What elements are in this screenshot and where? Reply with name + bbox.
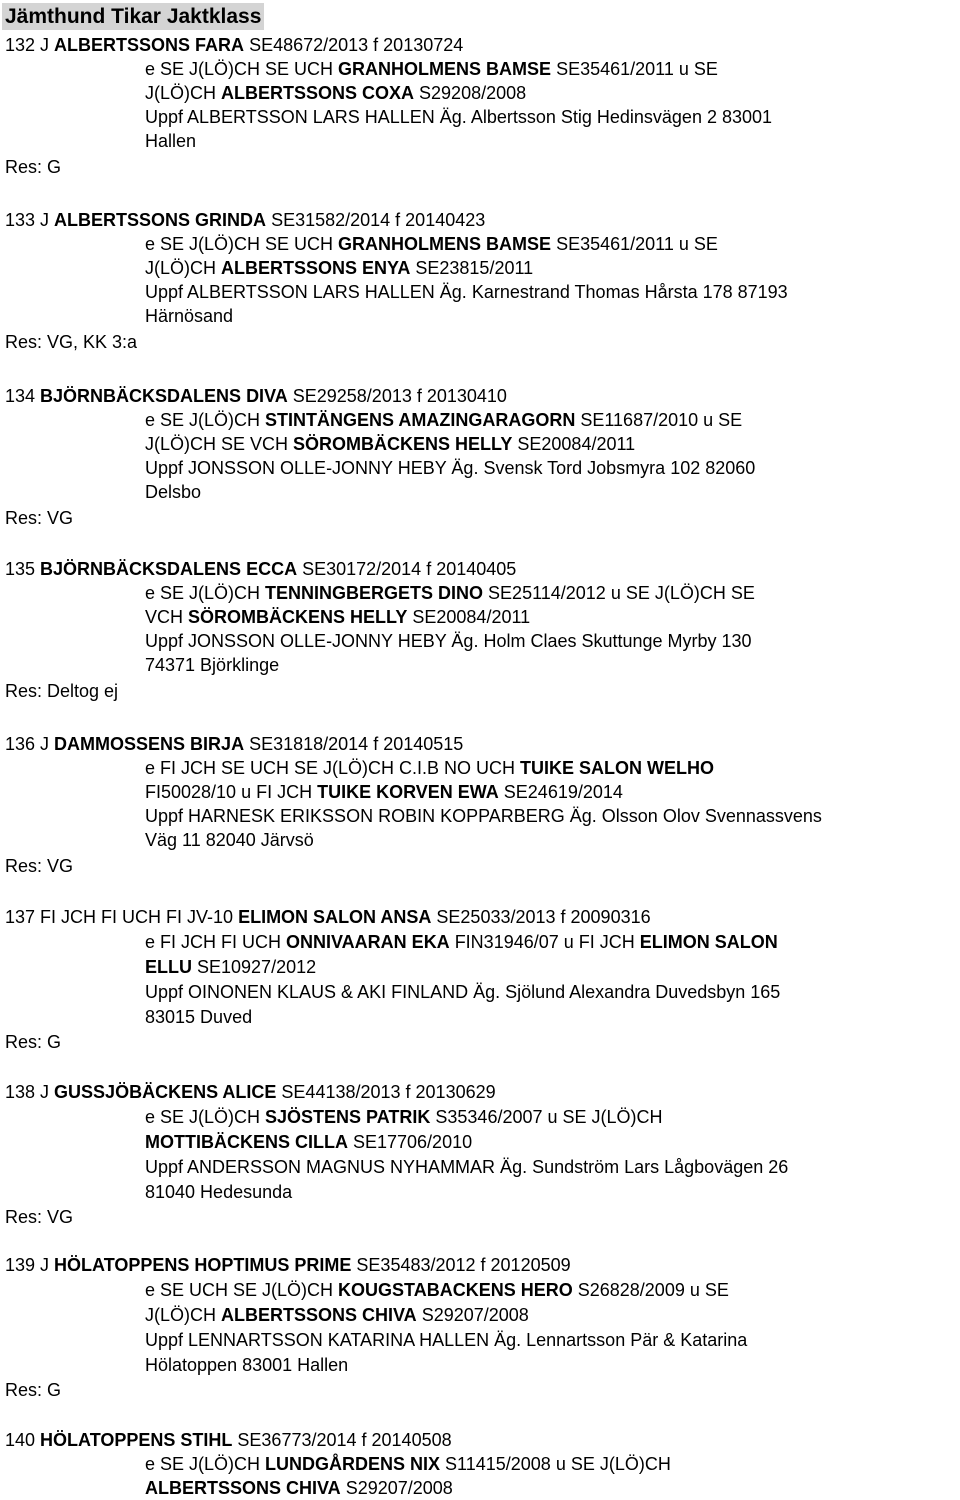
entry-header-line <box>5 384 507 408</box>
sire-line: e SE J(LÖ)CH SE UCH GRANHOLMENS BAMSE SE35461/2011 u SE <box>145 59 718 79</box>
sire-name: KOUGSTABACKENS HERO <box>338 1280 573 1300</box>
breeder-owner-line: Uppf HARNESK ERIKSSON ROBIN KOPPARBERG Äg. Olsson Olov Svennassvens <box>145 806 822 826</box>
sire-name: LUNDGÅRDENS NIX <box>265 1454 441 1474</box>
sire-line: e FI JCH SE UCH SE J(LÖ)CH C.I.B NO UCH TUIKE SALON WELHO <box>145 758 715 778</box>
owner-address-line: Delsbo <box>145 482 202 502</box>
owner-address-line: 83015 Duved <box>145 1007 253 1027</box>
registration-info: SE35483/2012 f 20120509 <box>351 1255 571 1275</box>
owner-address-line: 81040 Hedesunda <box>145 1182 293 1202</box>
catalog-number: 136 J <box>5 734 55 754</box>
registration-info: SE48672/2013 f 20130724 <box>244 35 464 55</box>
entry-header-line <box>5 1428 452 1452</box>
dam-name: ELLU <box>145 957 192 977</box>
dam-name: SÖROMBÄCKENS HELLY <box>293 434 513 454</box>
breeder-owner-line: Uppf ALBERTSSON LARS HALLEN Äg. Albertsson Stig Hedinsvägen 2 83001 <box>145 107 773 127</box>
entry-header-line <box>5 33 463 57</box>
breeder-owner-line: Uppf OINONEN KLAUS & AKI FINLAND Äg. Sjölund Alexandra Duvedsbyn 165 <box>145 982 781 1002</box>
breeder-owner-line: Uppf ALBERTSSON LARS HALLEN Äg. Karnestrand Thomas Hårsta 178 87193 <box>145 282 788 302</box>
sire-line: e SE J(LÖ)CH LUNDGÅRDENS NIX S11415/2008 u SE J(LÖ)CH <box>145 1454 671 1474</box>
sire-line: e SE J(LÖ)CH STINTÄNGENS AMAZINGARAGORN SE11687/2010 u SE <box>145 410 743 430</box>
catalog-number: 139 J <box>5 1255 55 1275</box>
dam-line: ALBERTSSONS CHIVA S29207/2008 <box>145 1478 453 1498</box>
dam-name: ALBERTSSONS CHIVA <box>221 1305 417 1325</box>
sire-line: e SE J(LÖ)CH SE UCH GRANHOLMENS BAMSE SE35461/2011 u SE <box>145 234 718 254</box>
result-line: Res: VG <box>5 1207 74 1227</box>
dog-name: BJÖRNBÄCKSDALENS DIVA <box>40 386 288 406</box>
registration-info: SE36773/2014 f 20140508 <box>232 1430 452 1450</box>
breeder-owner-line: Uppf ANDERSSON MAGNUS NYHAMMAR Äg. Sundström Lars Lågbovägen 26 <box>145 1157 789 1177</box>
result-line: Res: G <box>5 157 62 177</box>
sire-line: e SE J(LÖ)CH SJÖSTENS PATRIK S35346/2007 u SE J(LÖ)CH <box>145 1107 663 1127</box>
catalog-number: 134 <box>5 386 41 406</box>
dam-line: MOTTIBÄCKENS CILLA SE17706/2010 <box>145 1132 473 1152</box>
dog-name: HÖLATOPPENS HOPTIMUS PRIME <box>54 1255 352 1275</box>
result-line: Res: VG <box>5 856 74 876</box>
result-line: Res: G <box>5 1380 62 1400</box>
dog-name: ELIMON SALON ANSA <box>238 907 432 927</box>
dog-name: ALBERTSSONS GRINDA <box>54 210 267 230</box>
dam-name: SÖROMBÄCKENS HELLY <box>188 607 408 627</box>
sire-name: STINTÄNGENS AMAZINGARAGORN <box>265 410 576 430</box>
result-line: Res: G <box>5 1032 62 1052</box>
result-line: Res: VG <box>5 508 74 528</box>
owner-address-line: 74371 Björklinge <box>145 655 280 675</box>
entry-header-line <box>5 1253 571 1277</box>
result-line: Res: Deltog ej <box>5 681 119 701</box>
entry-header-line <box>5 905 651 929</box>
dog-name: DAMMOSSENS BIRJA <box>54 734 245 754</box>
dam-line: FI50028/10 u FI JCH TUIKE KORVEN EWA SE24619/2014 <box>145 782 623 802</box>
dam-name: ALBERTSSONS COXA <box>221 83 415 103</box>
owner-address-line: Hölatoppen 83001 Hallen <box>145 1355 349 1375</box>
registration-info: SE25033/2013 f 20090316 <box>431 907 651 927</box>
owner-address-line: Hallen <box>145 131 197 151</box>
dam-name: ALBERTSSONS ENYA <box>221 258 411 278</box>
breeder-owner-line: Uppf JONSSON OLLE-JONNY HEBY Äg. Holm Claes Skuttunge Myrby 130 <box>145 631 752 651</box>
owner-address-line: Väg 11 82040 Järvsö <box>145 830 314 850</box>
entry-header-line <box>5 732 463 756</box>
catalog-number: 135 <box>5 559 41 579</box>
dam-name: ALBERTSSONS CHIVA <box>145 1478 341 1498</box>
catalog-number: 133 J <box>5 210 55 230</box>
entry-header-line <box>5 557 516 581</box>
breeder-owner-line: Uppf JONSSON OLLE-JONNY HEBY Äg. Svensk Tord Jobsmyra 102 82060 <box>145 458 756 478</box>
catalog-number: 137 FI JCH FI UCH FI JV-10 <box>5 907 239 927</box>
dam-name: MOTTIBÄCKENS CILLA <box>145 1132 348 1152</box>
catalog-number: 132 J <box>5 35 55 55</box>
dam-line: J(LÖ)CH ALBERTSSONS ENYA SE23815/2011 <box>145 258 534 278</box>
dog-name: HÖLATOPPENS STIHL <box>40 1430 233 1450</box>
dam-name: TUIKE KORVEN EWA <box>317 782 499 802</box>
sire-name: SJÖSTENS PATRIK <box>265 1107 431 1127</box>
registration-info: SE29258/2013 f 20130410 <box>287 386 507 406</box>
sire-name: TENNINGBERGETS DINO <box>265 583 484 603</box>
dam-line: VCH SÖROMBÄCKENS HELLY SE20084/2011 <box>145 607 531 627</box>
breeder-owner-line: Uppf LENNARTSSON KATARINA HALLEN Äg. Lennartsson Pär & Katarina <box>145 1330 748 1350</box>
sire-name: ONNIVAARAN EKA <box>286 932 450 952</box>
registration-info: SE31818/2014 f 20140515 <box>244 734 464 754</box>
catalog-number: 138 J <box>5 1082 55 1102</box>
dam-line: J(LÖ)CH SE VCH SÖROMBÄCKENS HELLY SE20084/2011 <box>145 434 636 454</box>
dam-line: J(LÖ)CH ALBERTSSONS COXA S29208/2008 <box>145 83 527 103</box>
registration-info: SE44138/2013 f 20130629 <box>276 1082 496 1102</box>
registration-info: SE30172/2014 f 20140405 <box>297 559 517 579</box>
sire-name: GRANHOLMENS BAMSE <box>338 59 552 79</box>
class-heading: Jämthund Tikar Jaktklass <box>2 3 264 30</box>
sire-name: GRANHOLMENS BAMSE <box>338 234 552 254</box>
dam-line: ELLU SE10927/2012 <box>145 957 317 977</box>
entry-header-line <box>5 1080 496 1104</box>
registration-info: SE31582/2014 f 20140423 <box>266 210 486 230</box>
result-line: Res: VG, KK 3:a <box>5 332 138 352</box>
dog-name: BJÖRNBÄCKSDALENS ECCA <box>40 559 298 579</box>
catalog-number: 140 <box>5 1430 41 1450</box>
sire-line: e SE UCH SE J(LÖ)CH KOUGSTABACKENS HERO S26828/2009 u SE <box>145 1280 729 1300</box>
dam-name: ELIMON SALON <box>639 932 778 952</box>
owner-address-line: Härnösand <box>145 306 234 326</box>
sire-line: e FI JCH FI UCH ONNIVAARAN EKA FIN31946/07 u FI JCH ELIMON SALON <box>145 932 778 952</box>
sire-name: TUIKE SALON WELHO <box>520 758 715 778</box>
entry-header-line <box>5 208 485 232</box>
dam-line: J(LÖ)CH ALBERTSSONS CHIVA S29207/2008 <box>145 1305 529 1325</box>
dog-name: ALBERTSSONS FARA <box>54 35 245 55</box>
sire-line: e SE J(LÖ)CH TENNINGBERGETS DINO SE25114/2012 u SE J(LÖ)CH SE <box>145 583 755 603</box>
dog-name: GUSSJÖBÄCKENS ALICE <box>54 1082 277 1102</box>
